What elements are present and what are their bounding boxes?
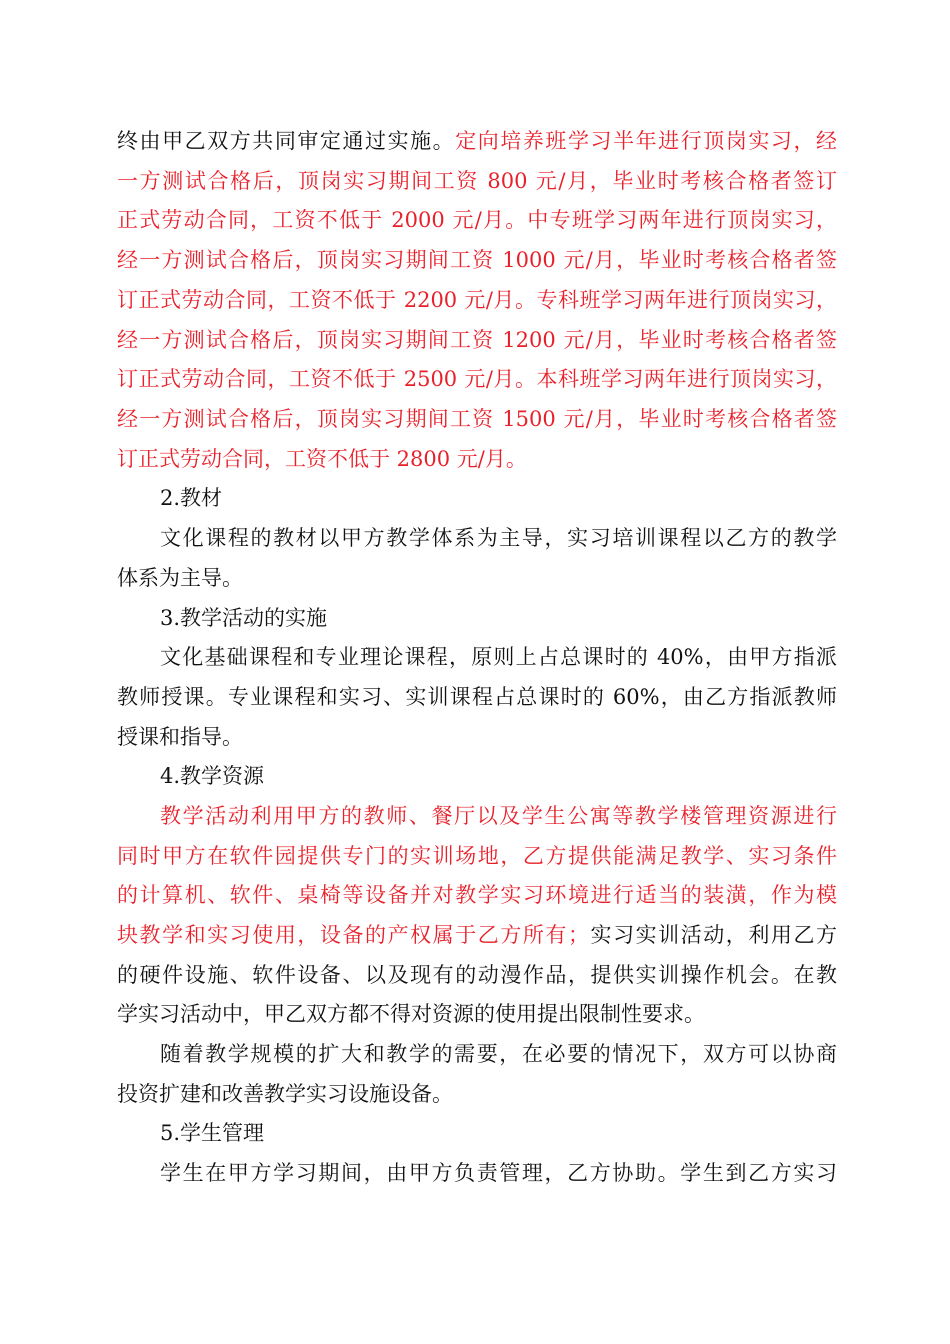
paragraph-line: 一方测试合格后，顶岗实习期间工资 800 元/月，毕业时考核合格者签订 xyxy=(117,169,837,193)
paragraph-line: 文化基础课程和专业理论课程，原则上占总课时的 40%，由甲方指派 xyxy=(160,645,837,669)
paragraph-line: 订正式劳动合同，工资不低于 2200 元/月。专科班学习两年进行顶岗实习， xyxy=(117,288,837,312)
paragraph-line: 体系为主导。 xyxy=(117,566,243,590)
paragraph-line: 文化课程的教材以甲方教学体系为主导，实习培训课程以乙方的教学 xyxy=(160,526,837,550)
text-run: 终由甲乙双方共同审定通过实施。 xyxy=(117,129,456,153)
paragraph-line: 的计算机、软件、桌椅等设备并对教学实习环境进行适当的装潢，作为模 xyxy=(117,883,837,907)
paragraph-line: 同时甲方在软件园提供专门的实训场地，乙方提供能满足教学、实习条件 xyxy=(117,844,837,868)
section-heading: 5.学生管理 xyxy=(160,1121,265,1145)
highlighted-text-run: 块教学和实习使用，设备的产权属于乙方所有； xyxy=(117,923,589,947)
section-heading: 3.教学活动的实施 xyxy=(160,606,328,630)
highlighted-text-run: 定向培养班学习半年进行顶岗实习，经 xyxy=(455,129,837,153)
paragraph-line: 的硬件设施、软件设备、以及现有的动漫作品，提供实训操作机会。在教 xyxy=(117,963,837,987)
paragraph-line: 学实习活动中，甲乙双方都不得对资源的使用提出限制性要求。 xyxy=(117,1002,705,1026)
paragraph-line: 订正式劳动合同，工资不低于 2500 元/月。本科班学习两年进行顶岗实习， xyxy=(117,367,837,391)
paragraph-line: 投资扩建和改善教学实习设施设备。 xyxy=(117,1082,453,1106)
section-heading: 4.教学资源 xyxy=(160,764,265,788)
paragraph-line: 正式劳动合同，工资不低于 2000 元/月。中专班学习两年进行顶岗实习， xyxy=(117,208,837,232)
paragraph-line: 经一方测试合格后，顶岗实习期间工资 1200 元/月，毕业时考核合格者签 xyxy=(117,328,837,352)
section-heading: 2.教材 xyxy=(160,486,223,510)
paragraph-line xyxy=(117,915,837,955)
paragraph-line: 教师授课。专业课程和实习、实训课程占总课时的 60%，由乙方指派教师 xyxy=(117,685,837,709)
paragraph-line: 经一方测试合格后，顶岗实习期间工资 1000 元/月，毕业时考核合格者签 xyxy=(117,248,837,272)
paragraph-line: 随着教学规模的扩大和教学的需要，在必要的情况下，双方可以协商 xyxy=(160,1042,837,1066)
paragraph-line: 授课和指导。 xyxy=(117,725,243,749)
paragraph-line: 学生在甲方学习期间，由甲方负责管理，乙方协助。学生到乙方实习 xyxy=(160,1161,837,1185)
paragraph-line: 订正式劳动合同，工资不低于 2800 元/月。 xyxy=(117,447,527,471)
paragraph-line xyxy=(117,121,837,161)
paragraph-line: 经一方测试合格后，顶岗实习期间工资 1500 元/月，毕业时考核合格者签 xyxy=(117,407,837,431)
text-run: 实习实训活动，利用乙方 xyxy=(588,923,837,947)
paragraph-line: 教学活动利用甲方的教师、餐厅以及学生公寓等教学楼管理资源进行 xyxy=(160,804,837,828)
